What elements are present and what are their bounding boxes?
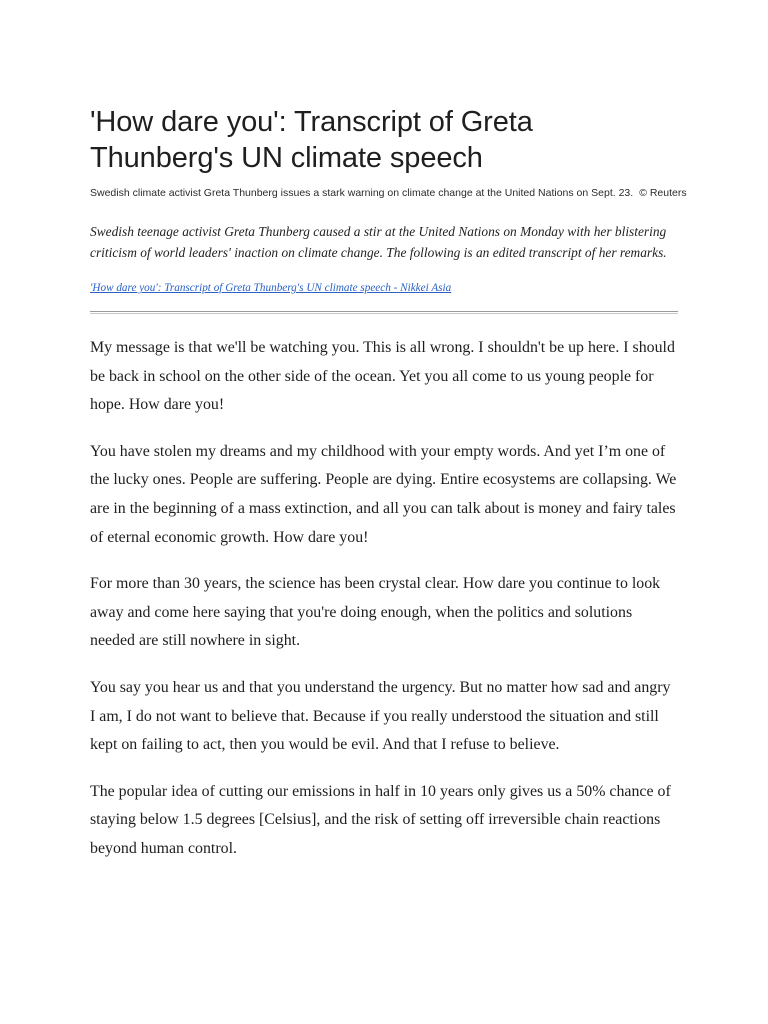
- transcript-body: [90, 334, 678, 864]
- transcript-paragraph: For more than 30 years, the science has been crystal clear. How dare you continue to look away and come here saying that you're doing enough, when the politics and solutions needed are still nowhere in sight.: [90, 575, 661, 650]
- article-intro: Swedish teenage activist Greta Thunberg caused a stir at the United Nations on Monday with her blistering criticism of world leaders' inaction on climate change. The following is an edited transcript of her remarks.: [90, 224, 667, 260]
- transcript-paragraph: You have stolen my dreams and my childhood with your empty words. And yet I’m one of the lucky ones. People are suffering. People are dying. Entire ecosystems are collapsing. We are in the beginning of a mass extinction, and all you can talk about is money and fairy tales of eternal economic growth. How dare you!: [90, 442, 677, 546]
- photo-caption: [90, 186, 687, 200]
- source-link[interactable]: 'How dare you': Transcript of Greta Thunberg's UN climate speech - Nikkei Asia: [90, 282, 452, 294]
- document-page: [90, 104, 687, 882]
- photo-credit: © Reuters: [639, 187, 687, 199]
- transcript-paragraph: My message is that we'll be watching you. This is all wrong. I shouldn't be up here. I should be back in school on the other side of the ocean. Yet you all come to us young people for hope. How dare you!: [90, 339, 675, 414]
- section-divider: [90, 311, 678, 314]
- article-title: 'How dare you': Transcript of Greta Thunberg's UN climate speech: [90, 106, 533, 174]
- transcript-paragraph: You say you hear us and that you understand the urgency. But no matter how sad and angry I am, I do not want to believe that. Because if you really understood the situation and still kept on failing to act, then you would be evil. And that I refuse to believe.: [90, 678, 671, 754]
- caption-text: Swedish climate activist Greta Thunberg issues a stark warning on climate change at the United Nations on Sept. 23.: [90, 187, 634, 199]
- transcript-paragraph: The popular idea of cutting our emissions in half in 10 years only gives us a 50% chance of staying below 1.5 degrees [Celsius], and the risk of setting off irreversible chain reactions beyond human control.: [90, 782, 671, 857]
